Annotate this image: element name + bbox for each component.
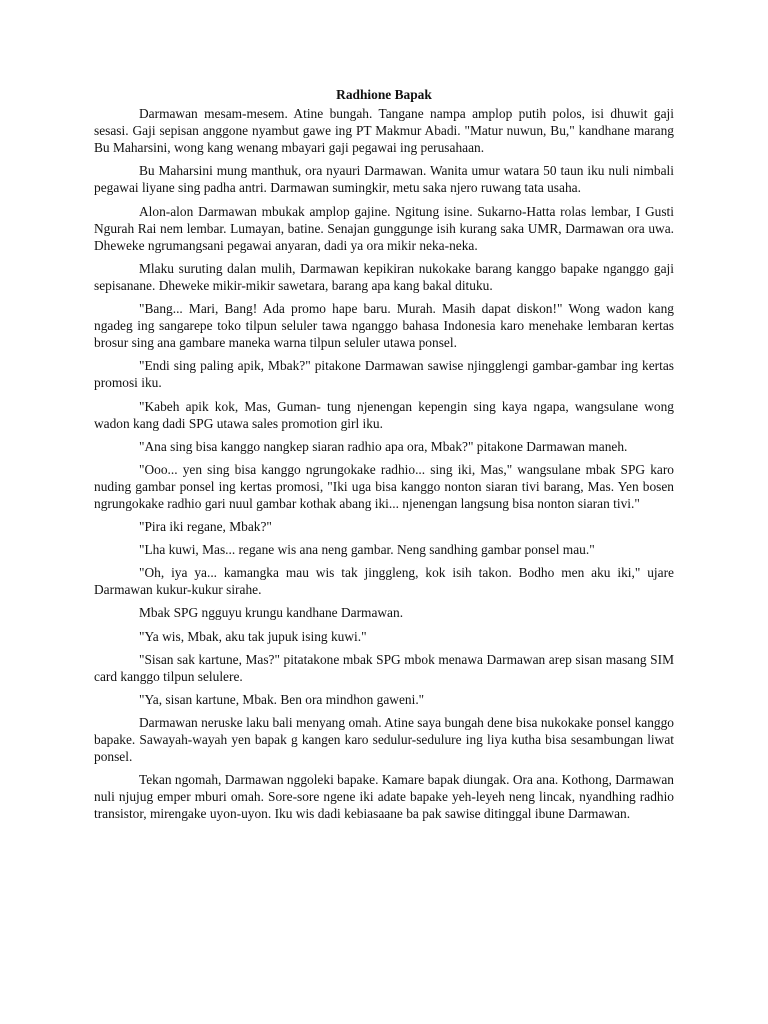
paragraph: "Ana sing bisa kanggo nangkep siaran radhio apa ora, Mbak?" pitakone Darmawan maneh. [139,438,628,454]
paragraph: Mbak SPG ngguyu krungu kandhane Darmawan. [139,605,404,621]
paragraph: Darmawan mesam-mesem. Atine bungah. Tangane nampa amplop putih polos, isi dhuwit gaji sesasi. Gaji sepisan anggone nyambut gawe ing PT Makmur Abadi. "Matur nuwun, Bu," kandhane marang Bu Maharsini, wong kang wenang mbayari gaji pegawai ing perusahaan. [94,106,674,156]
document-title: Radhione Bapak [336,87,432,102]
paragraph: "Pira iki regane, Mbak?" [139,519,272,535]
paragraph: Alon-alon Darmawan mbukak amplop gajine. Ngitung isine. Sukarno-Hatta rolas lembar, I Gusti Ngurah Rai nem lembar. Lumayan, batine. Senajan gunggunge isih kurang saka UMR, Darmawan ora uwa. Dheweke ngrumangsani pegawai anyaran, dadi ya ora mikir neka-neka. [94,203,674,253]
paragraph: "Endi sing paling apik, Mbak?" pitakone Darmawan sawise njingglengi gambar-gambar ing kertas promosi iku. [94,358,674,391]
paragraph: "Oh, iya ya... kamangka mau wis tak jinggleng, kok isih takon. Bodho men aku iki," ujare Darmawan kukur-kukur sirahe. [94,565,674,598]
paragraph: "Ya, sisan kartune, Mbak. Ben ora mindhon gaweni." [139,691,425,707]
paragraph: "Lha kuwi, Mas... regane wis ana neng gambar. Neng sandhing gambar ponsel mau." [139,542,595,558]
paragraph: Bu Maharsini mung manthuk, ora nyauri Darmawan. Wanita umur watara 50 taun iku nuli nimbali pegawai liyane sing padha antri. Darmawan sumingkir, metu saka njero ruwang tata usaha. [94,163,674,196]
paragraph: Darmawan neruske laku bali menyang omah. Atine saya bungah dene bisa nukokake ponsel kanggo bapake. Sawayah-wayah yen bapak g kangen karo sedulur-sedulure ing liya kutha bisa sesambungan liwat ponsel. [94,714,674,765]
paragraph: "Ooo... yen sing bisa kanggo ngrungokake radhio... sing iki, Mas," wangsulane mbak SPG karo nuding gambar ponsel ing kertas promosi, "Iki uga bisa kanggo nonton siaran tivi barang, Mas. Yen bosen ngrungokake radhio gari nuul gambar kothak abang iki... njenengan langsung bisa nonton siaran tivi." [94,461,674,511]
paragraph: Tekan ngomah, Darmawan nggoleki bapake. Kamare bapak diungak. Ora ana. Kothong, Darmawan nuli njujug emper mburi omah. Sore-sore ngene iki adate bapake yeh-leyeh neng lincak, nyandhing radhio transistor, mirengake uyon-uyon. Iku wis dadi kebiasaane ba pak sawise ditinggal ibune Darmawan. [94,772,674,822]
document-page [94,86,674,828]
paragraph: "Kabeh apik kok, Mas, Guman- tung njenengan kepengin sing kaya ngapa, wangsulane wong wadon kang dadi SPG utawa sales promotion girl iku. [94,398,674,431]
paragraph: "Sisan sak kartune, Mas?" pitatakone mbak SPG mbok menawa Darmawan arep sisan masang SIM card kanggo tilpun selulere. [94,651,674,684]
paragraph: "Bang... Mari, Bang! Ada promo hape baru. Murah. Masih dapat diskon!" Wong wadon kang ngadeg ing sangarepe toko tilpun seluler tawa nganggo bahasa Indonesia karo menehake lembaran kertas brosur sing ana gambare maneka warna tilpun seluler utawa ponsel. [94,301,674,351]
paragraph: Mlaku suruting dalan mulih, Darmawan kepikiran nukokake barang kanggo bapake nganggo gaji sepisanane. Dheweke mikir-mikir sawetara, barang apa kang bakal dituku. [94,260,674,293]
paragraph: "Ya wis, Mbak, aku tak jupuk ising kuwi." [139,628,367,644]
